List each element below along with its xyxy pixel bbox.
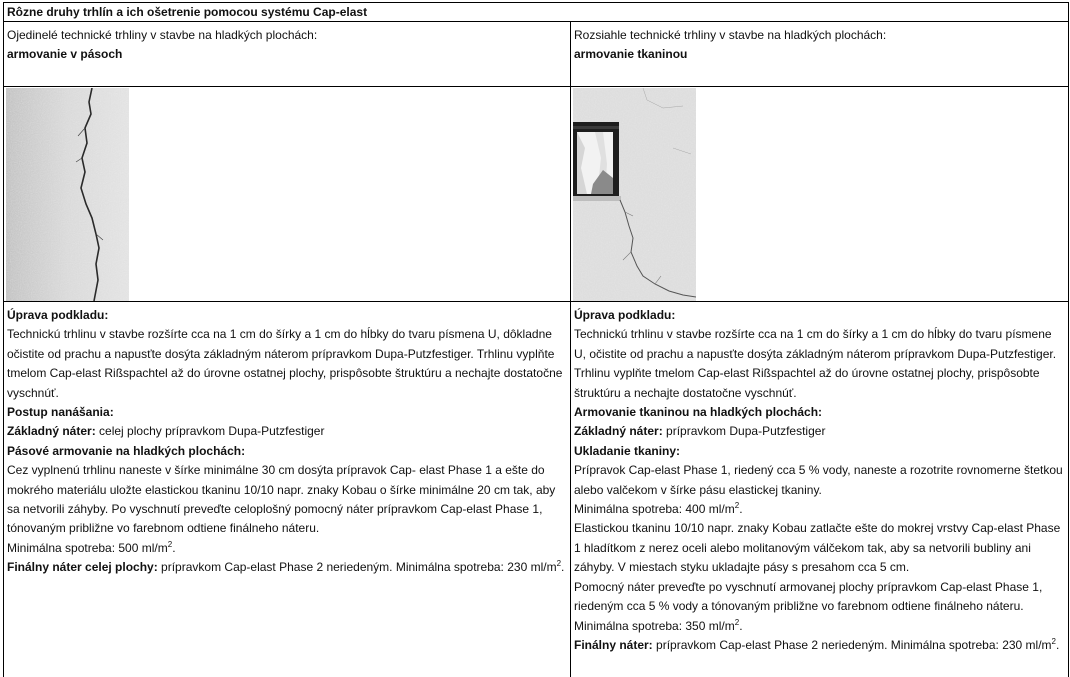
section-heading: Úprava podkladu:	[7, 308, 109, 322]
left-header-cell	[4, 22, 570, 87]
paragraph-suffix: .	[561, 560, 565, 575]
table-title: Rôzne druhy trhlín a ich ošetrenie pomocou systému Cap-elast	[4, 3, 1068, 22]
paragraph-text: Minimálna spotreba: 400 ml/m	[574, 502, 735, 517]
right-text-cell	[571, 303, 1068, 655]
section-heading: Pásové armovanie na hladkých plochách:	[7, 443, 246, 458]
section-heading: Postup nanášania:	[7, 405, 114, 420]
paragraph-text: Cez vyplnenú trhlinu naneste v šírke minimálne 30 cm dosýta prípravok Cap- elast Phase 1 a ešte do mokrého materiálu uložte elastickou tkaninu 10/10 napr. znaky Kobau o šírke minimálne 20 cm tak, aby sa netvorili záhyby. Po vyschnutí preveďte celoplošný pomocný náter prípravkom Cap-elast Phase 1, tónovaným približne vo farebnom odtiene finálneho náteru.	[7, 463, 556, 536]
window-wall-crack-photo-icon	[573, 88, 696, 301]
right-column	[571, 22, 1068, 677]
right-method: armovanie tkaninou	[574, 47, 688, 61]
unit-superscript: 2	[167, 539, 173, 549]
paragraph-text: prípravkom Cap-elast Phase 2 neriedeným. Minimálna spotreba: 230 ml/m	[157, 560, 557, 575]
paragraph	[574, 500, 1065, 519]
unit-superscript: 2	[734, 501, 740, 511]
paragraph-text: celej plochy prípravkom Dupa-Putzfestiger	[95, 424, 325, 439]
paragraph	[574, 325, 1065, 403]
paragraph	[574, 461, 1065, 500]
right-header-cell	[571, 22, 1068, 87]
paragraph-label: Základný náter:	[7, 424, 96, 439]
unit-superscript: 2	[1051, 636, 1056, 646]
right-image-cell	[571, 87, 1068, 302]
wall-crack-photo-icon	[6, 88, 129, 301]
section-heading: Armovanie tkaninou na hladkých plochách:	[574, 405, 823, 420]
paragraph-text: prípravkom Cap-elast Phase 2 neriedeným. Minimálna spotreba: 230 ml/m	[652, 637, 1052, 652]
labeled-paragraph	[574, 636, 1065, 655]
paragraph-suffix: .	[1056, 637, 1060, 652]
paragraph	[574, 519, 1065, 577]
right-intro: Rozsiahle technické trhliny v stavbe na hladkých plochách:	[574, 28, 887, 42]
paragraph-text: Minimálna spotreba: 350 ml/m	[574, 618, 735, 633]
paragraph	[7, 325, 567, 403]
paragraph	[574, 578, 1065, 617]
paragraph	[574, 617, 1065, 636]
left-intro: Ojedinelé technické trhliny v stavbe na hladkých plochách:	[7, 28, 318, 42]
labeled-paragraph	[7, 422, 567, 441]
paragraph-label: Finálny náter celej plochy:	[7, 560, 158, 575]
left-text-cell	[4, 303, 570, 578]
left-column	[4, 22, 571, 677]
labeled-paragraph	[574, 422, 1065, 441]
paragraph-text: Elastickou tkaninu 10/10 napr. znaky Kobau zatlačte ešte do mokrej vrstvy Cap-elast Phase 1 hladítkom z nerez oceli alebo molitanovým válčekom tak, aby sa netvorili bubliny ani záhyby. V miestach styku ukladajte pásy s presahom cca 5 cm.	[574, 521, 1061, 575]
section-heading: Úprava podkladu:	[574, 308, 676, 322]
left-method: armovanie v pásoch	[7, 47, 123, 61]
paragraph-text: Pomocný náter preveďte po vyschnutí armovanej plochy prípravkom Cap-elast Phase 1, riedeným cca 5 % vody a tónovaným približne vo farebnom odtiene finálneho náteru.	[574, 579, 1043, 614]
paragraph	[7, 539, 567, 558]
paragraph-text: Prípravok Cap-elast Phase 1, riedený cca 5 % vody, naneste a rozotrite rovnomerne štetkou alebo valčekom v šírke pásu elastickej tkaniny.	[574, 463, 1063, 497]
paragraph	[7, 461, 567, 539]
unit-superscript: 2	[556, 559, 562, 569]
unit-superscript: 2	[734, 617, 740, 627]
paragraph-text: prípravkom Dupa-Putzfestiger	[662, 424, 826, 439]
paragraph-suffix: .	[739, 502, 743, 517]
paragraph-suffix: .	[739, 618, 743, 633]
paragraph-text: Technickú trhlinu v stavbe rozšírte cca na 1 cm do šírky a 1 cm do hĺbky do tvaru písmene U, očistite od prachu a napusťte dosýta základným náterom prípravkom Dupa-Putzfestiger. Trhlinu vyplňte tmelom Cap-elast Rißspachtel až do úrovne ostatnej plochy, prispôsobte štruktúru a nechajte dostatočne vyschnúť.	[574, 327, 1057, 400]
paragraph-text: Technickú trhlinu v stavbe rozšírte cca na 1 cm do šírky a 1 cm do hĺbky do tvaru písmena U, dôkladne očistite od prachu a napusťte dosýta základným náterom prípravkom Dupa-Putzfestiger. Trhlinu vyplňte tmelom Cap-elast Rißspachtel až do úrovne ostatnej plochy, prispôsobte štruktúru a nechajte dostatočne vyschnúť.	[7, 327, 563, 400]
labeled-paragraph	[7, 558, 567, 577]
paragraph-suffix: .	[172, 540, 176, 555]
paragraph-label: Základný náter:	[574, 424, 663, 439]
section-heading: Ukladanie tkaniny:	[574, 443, 681, 458]
document-table	[3, 2, 1069, 677]
paragraph-label: Finálny náter:	[574, 637, 653, 652]
left-image-cell	[4, 87, 570, 302]
paragraph-text: Minimálna spotreba: 500 ml/m	[7, 540, 168, 555]
